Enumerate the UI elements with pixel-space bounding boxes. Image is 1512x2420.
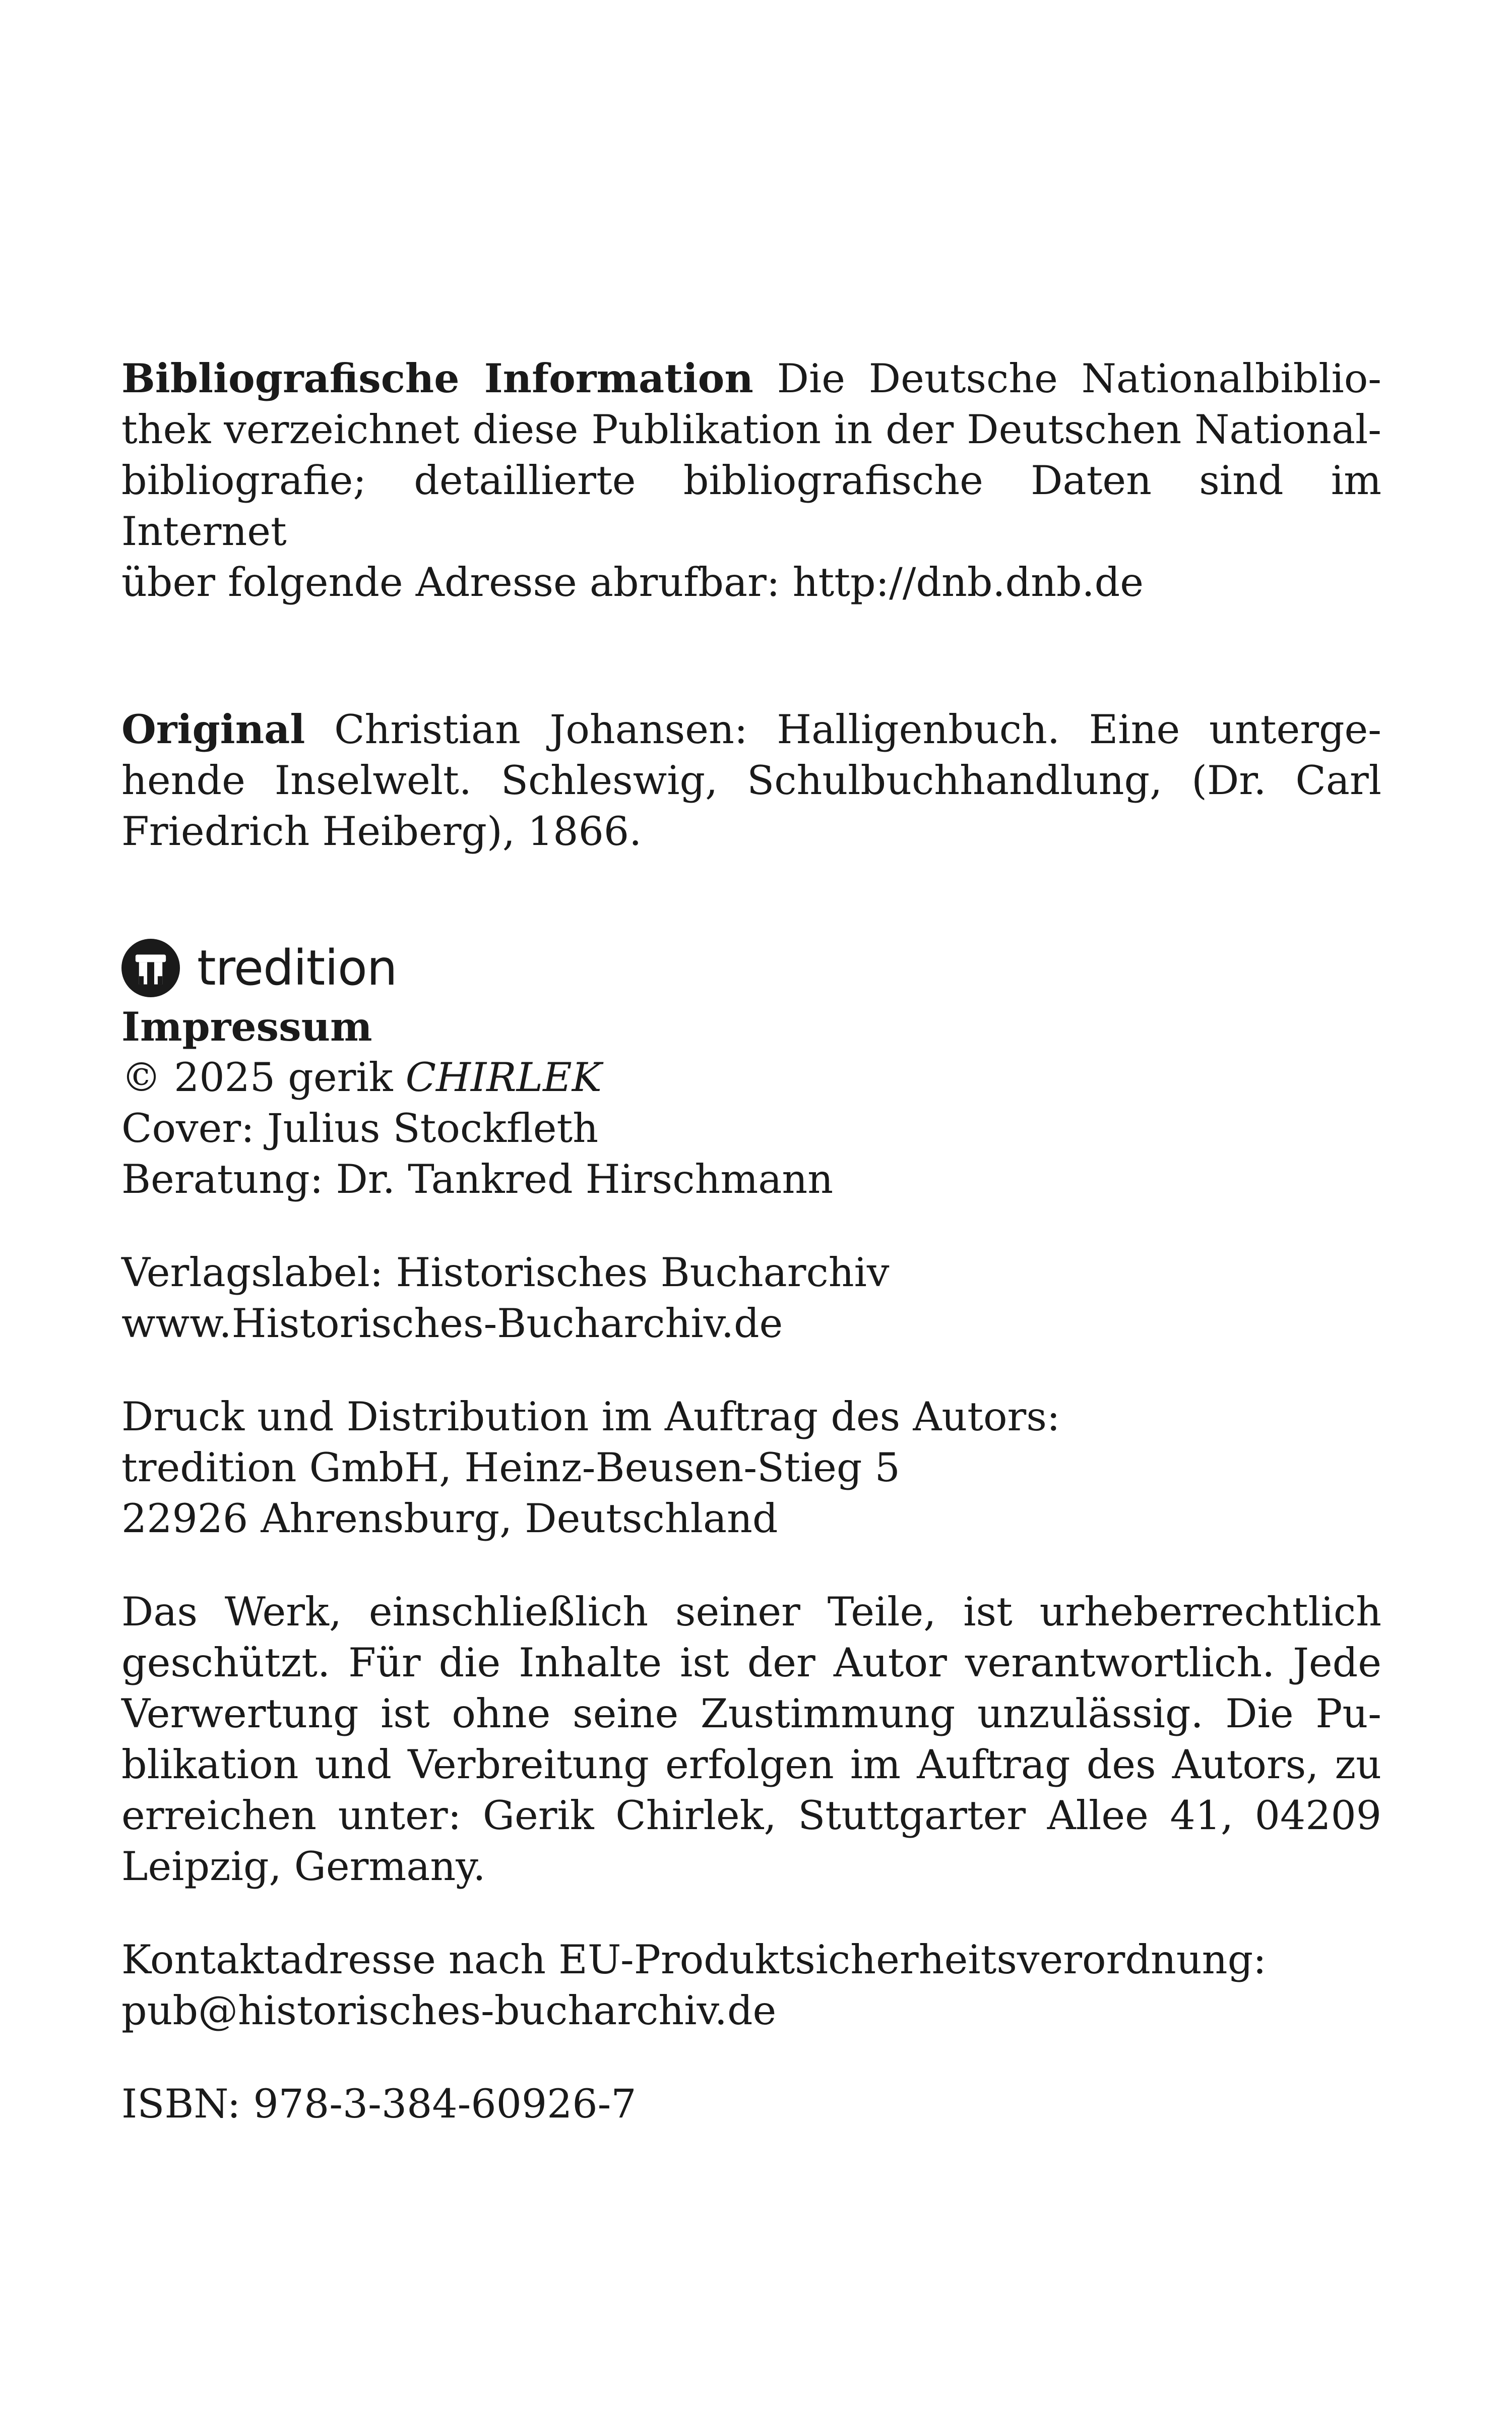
bibliographic-heading: Bibliografische Information <box>121 355 753 402</box>
original-line: Original Christian Johansen: Halligenbuch. Eine unterge- <box>121 706 1381 753</box>
print-distribution-line: 22926 Ahrensburg, Deutschland <box>121 1495 778 1542</box>
original-line: hende Inselwelt. Schleswig, Schulbuchhandlung, (Dr. Carl <box>121 757 1381 804</box>
contact-address <box>121 1934 1381 2036</box>
original-line: Friedrich Heiberg), 1866. <box>121 808 642 855</box>
original-source <box>121 704 1381 857</box>
copyright-line: © 2025 gerik CHIRLEK <box>121 1054 602 1101</box>
copyright-notice <box>121 1587 1381 1892</box>
tredition-logo-text: tredition <box>197 940 397 996</box>
contact-address-label: Kontaktadresse nach EU-Produktsicherheitsverordnung: <box>121 1937 1267 1983</box>
copyright-notice-line: Leipzig, Germany. <box>121 1843 486 1890</box>
impressum-heading: Impressum <box>121 1003 372 1050</box>
copyright-notice-line: geschützt. Für die Inhalte ist der Autor verantwortlich. Jede <box>121 1640 1381 1686</box>
original-heading: Original <box>121 706 305 753</box>
print-distribution <box>121 1392 1381 1544</box>
cover-credit: Cover: Julius Stockfleth <box>121 1105 599 1152</box>
imprint-page <box>121 353 1381 2130</box>
tredition-logo <box>121 938 1381 998</box>
publisher-label-name: Verlagslabel: Historisches Bucharchiv <box>121 1249 890 1296</box>
isbn <box>121 2079 1381 2130</box>
copyright-notice-line: blikation und Verbreitung erfolgen im Auftrag des Autors, zu <box>121 1741 1381 1788</box>
bibliographic-line: thek verzeichnet diese Publikation in der Deutschen National- <box>121 406 1381 453</box>
tredition-logo-icon <box>121 939 180 997</box>
print-distribution-line: Druck und Distribution im Auftrag des Autors: <box>121 1394 1060 1440</box>
bibliographic-line: über folgende Adresse abrufbar: http://dnb.dnb.de <box>121 559 1144 606</box>
copyright-notice-line: erreichen unter: Gerik Chirlek, Stuttgarter Allee 41, 04209 <box>121 1792 1381 1839</box>
bibliographic-line: bibliografie; detaillierte bibliografische Daten sind im Internet <box>121 457 1381 555</box>
print-distribution-line: tredition GmbH, Heinz-Beusen-Stieg 5 <box>121 1444 900 1491</box>
contact-email: pub@historisches-bucharchiv.de <box>121 1987 777 2034</box>
isbn-number: ISBN: 978-3-384-60926-7 <box>121 2081 637 2127</box>
bibliographic-information <box>121 353 1381 608</box>
author-name: CHIRLEK <box>405 1054 602 1101</box>
copyright-notice-line: Verwertung ist ohne seine Zustimmung unzulässig. Die Pu- <box>121 1690 1381 1737</box>
beratung-credit: Beratung: Dr. Tankred Hirschmann <box>121 1156 834 1202</box>
bibliographic-line: Bibliografische Information Die Deutsche Nationalbiblio- <box>121 355 1381 402</box>
publisher-label <box>121 1247 1381 1349</box>
copyright-notice-line: Das Werk, einschließlich seiner Teile, ist urheberrechtlich <box>121 1589 1381 1635</box>
impressum <box>121 1001 1381 1205</box>
publisher-website: www.Historisches-Bucharchiv.de <box>121 1300 783 1347</box>
